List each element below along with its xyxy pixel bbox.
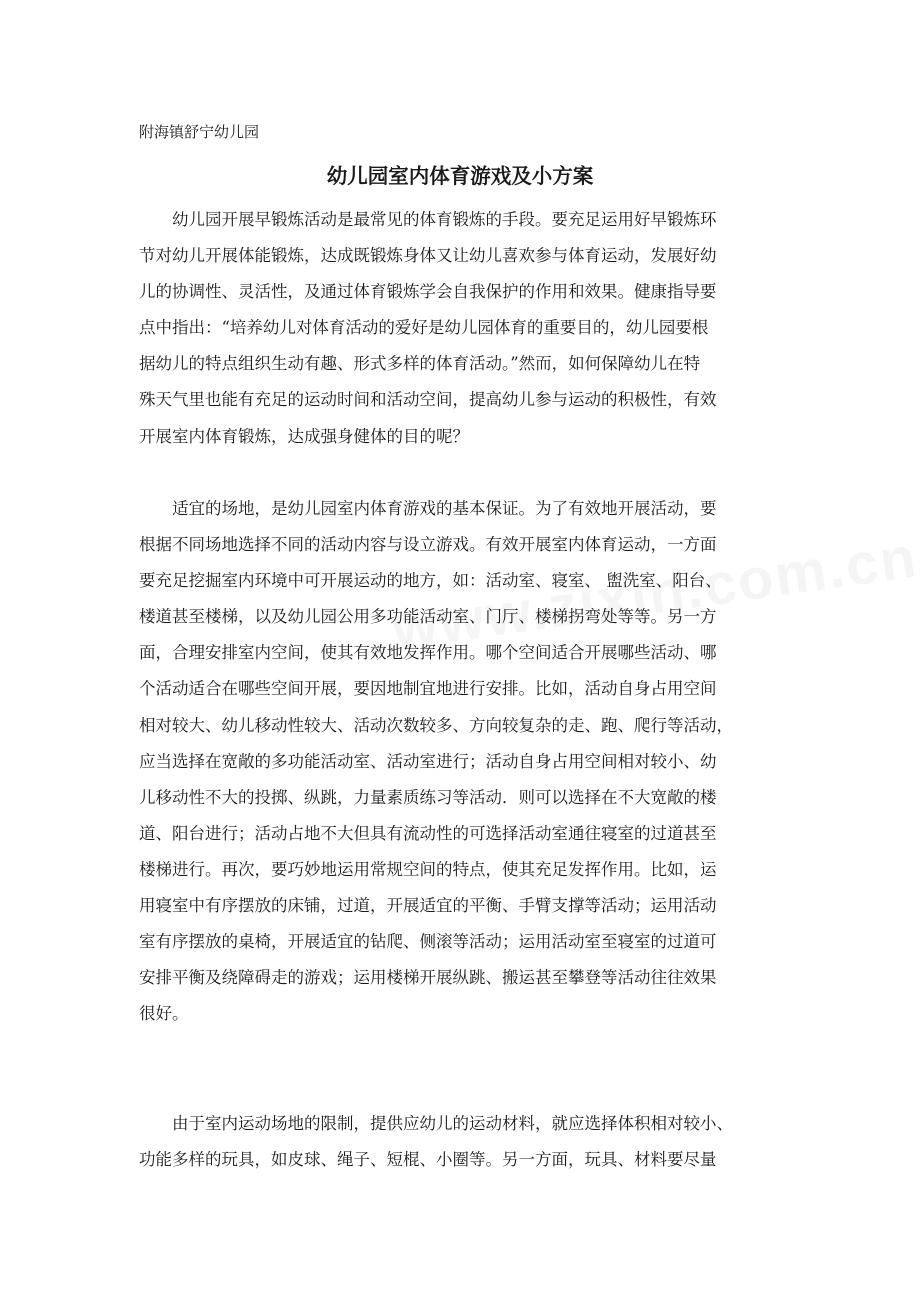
text-line: 点中指出：“培养幼儿对体育活动的爱好是幼儿园体育的重要目的，幼儿园要根 — [139, 318, 709, 338]
paragraph-materials — [139, 1106, 784, 1178]
text-line: 面，合理安排室内空间，使其有效地发挥作用。哪个空间适合开展哪些活动、哪 — [139, 643, 717, 663]
text-line: 很好。 — [139, 1004, 189, 1024]
text-line: 安排平衡及绕障碍走的游戏；运用楼梯开展纵跳、搬运甚至攀登等活动往往效果 — [139, 968, 717, 988]
paragraph-intro — [139, 202, 784, 455]
organization-name: 附海镇舒宁幼儿园 — [139, 123, 260, 141]
text-line: 个活动适合在哪些空间开展，要因地制宜地进行安排。比如，活动自身占用空间 — [139, 679, 717, 699]
text-line: 要充足挖掘室内环境中可开展运动的地方，如：活动室、寝室、 盥洗室、阳台、 — [139, 571, 722, 591]
text-line: 楼道甚至楼梯，以及幼儿园公用多功能活动室、门厅、楼梯拐弯处等等。另一方 — [139, 607, 717, 627]
text-line: 楼梯进行。再次，要巧妙地运用常规空间的特点，使其充足发挥作用。比如，运 — [139, 859, 717, 879]
text-line: 适宜的场地，是幼儿园室内体育游戏的基本保证。为了有效地开展活动，要 — [139, 499, 717, 518]
document-title: 幼儿园室内体育游戏及小方案 — [326, 164, 594, 188]
text-line: 据幼儿的特点组织生动有趣、形式多样的体育活动。”然而，如何保障幼儿在特 — [139, 354, 701, 374]
text-line: 道、阳台进行；活动占地不大但具有流动性的可选择活动室通往寝室的过道甚至 — [139, 823, 717, 843]
text-line: 功能多样的玩具，如皮球、绳子、短棍、小圈等。另一方面，玩具、材料要尽量 — [139, 1150, 717, 1170]
text-line: 室有序摆放的桌椅，开展适宜的钻爬、侧滚等活动；运用活动室至寝室的过道可 — [139, 932, 717, 952]
text-line: 由于室内运动场地的限制，提供应幼儿的运动材料，就应选择体积相对较小、 — [139, 1114, 733, 1133]
text-line: 幼儿园开展早锻炼活动是最常见的体育锻炼的手段。要充足运用好早锻炼环 — [139, 210, 717, 229]
text-line: 节对幼儿开展体能锻炼，达成既锻炼身体又让幼儿喜欢参与体育运动，发展好幼 — [139, 246, 717, 266]
text-line: 儿的协调性、灵活性，及通过体育锻炼学会自我保护的作用和效果。健康指导要 — [139, 282, 717, 302]
text-line: 应当选择在宽敞的多功能活动室、活动室进行；活动自身占用空间相对较小、幼 — [139, 751, 717, 771]
text-line: 殊天气里也能有充足的运动时间和活动空间，提高幼儿参与运动的积极性，有效 — [139, 390, 717, 410]
text-line: 相对较大、幼儿移动性较大、活动次数较多、方向较复杂的走、跑、爬行等活动， — [139, 715, 733, 735]
text-line: 开展室内体育锻炼，达成强身健体的目的呢？ — [139, 426, 469, 446]
text-line: 儿移动性不大的投掷、纵跳，力量素质练习等活动．则可以选择在不大宽敞的楼 — [139, 787, 717, 807]
text-line: 根据不同场地选择不同的活动内容与设立游戏。有效开展室内体育运动，一方面 — [139, 535, 717, 555]
text-line: 用寝室中有序摆放的床铺，过道，开展适宜的平衡、手臂支撑等活动；运用活动 — [139, 896, 717, 916]
paragraph-venue — [139, 491, 784, 1032]
